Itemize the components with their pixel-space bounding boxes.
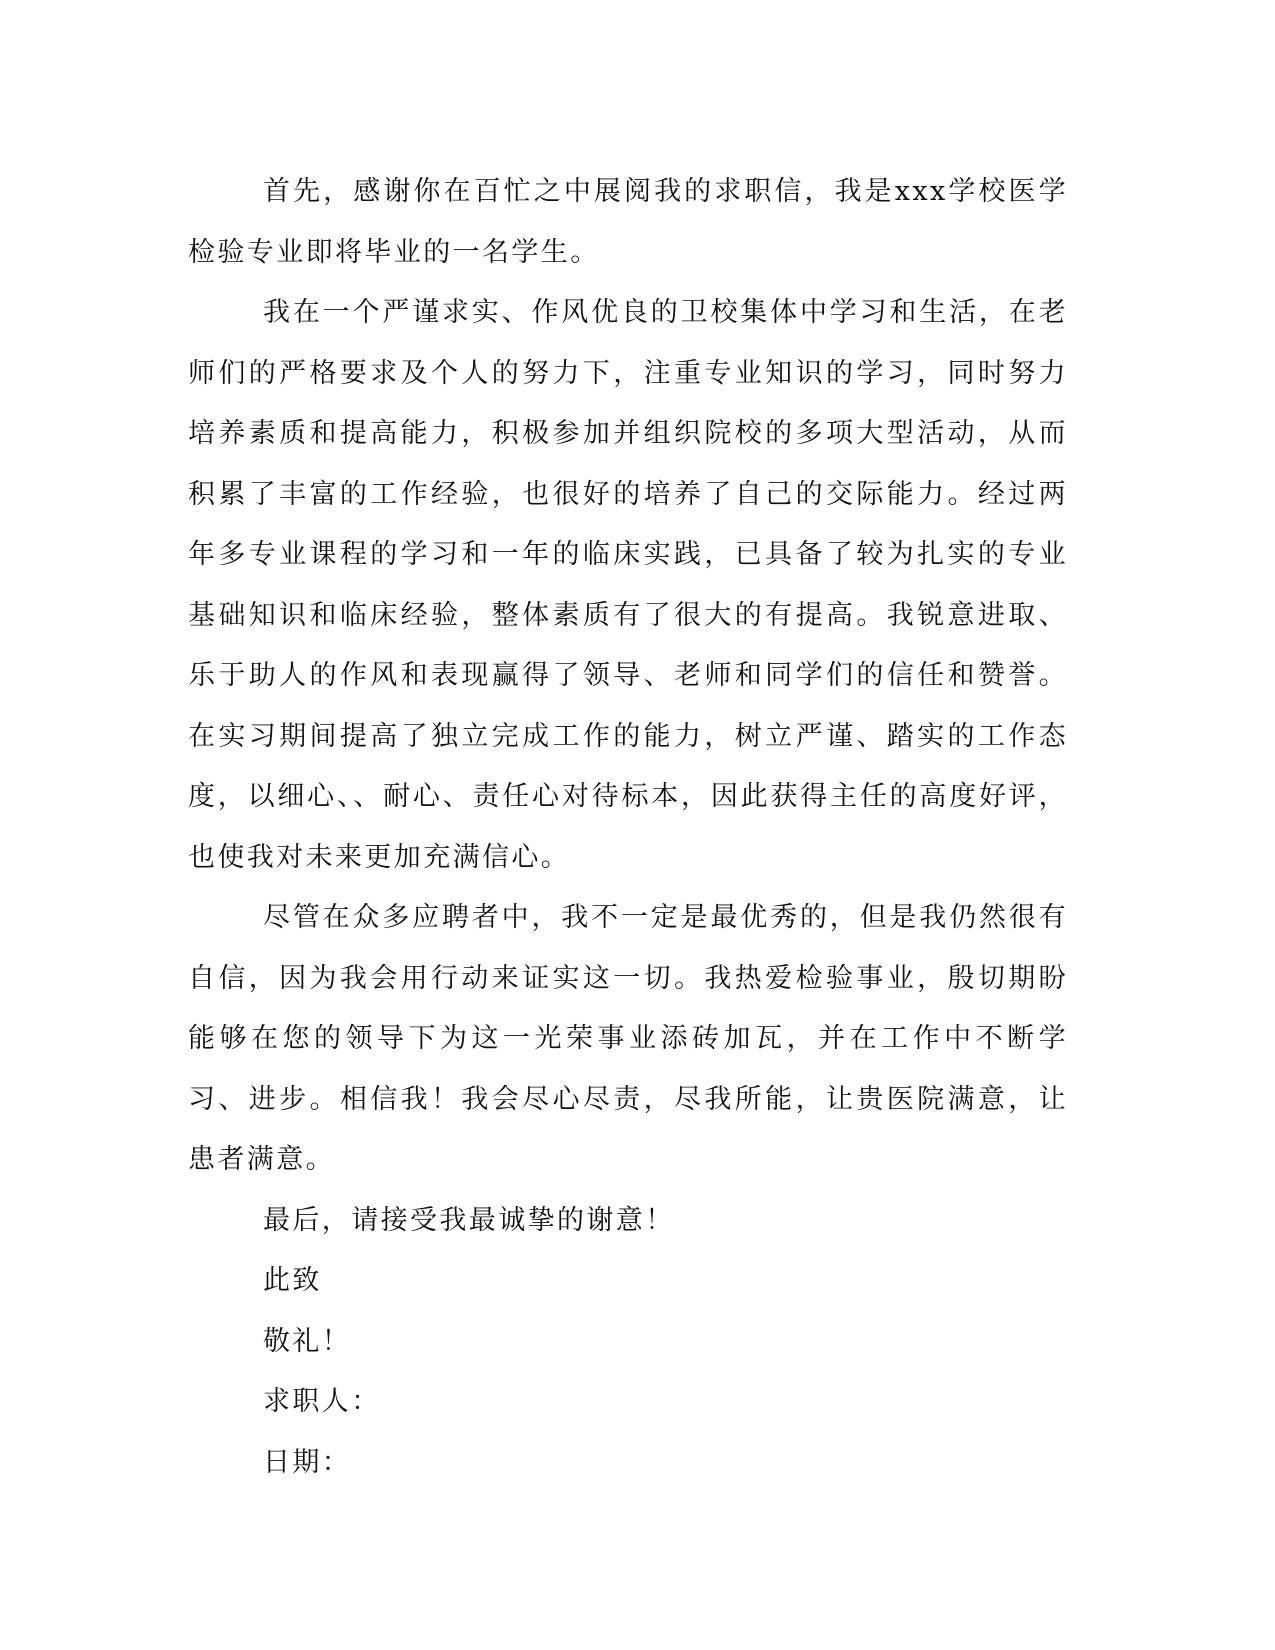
closing-salutation: 此致 [263, 1265, 322, 1296]
experience-paragraph: 我在一个严谨求实、作风优良的卫校集体中学习和生活，在老师们的严格要求及个人的努力下，注重专业知识的学习，同时努力培养素质和提高能力，积极参加并组织院校的多项大型活动，从而积累了丰富的工作经验，也很好的培养了自己的交际能力。经过两年多专业课程的学习和一年的临床实践，已具备了较为扎实的专业基础知识和临床经验，整体素质有了很大的有提高。我锐意进取、乐于助人的作风和表现赢得了领导、老师和同学们的信任和赞誉。在实习期间提高了独立完成工作的能力，树立严谨、踏实的工作态度，以细心、、耐心、责任心对待标本，因此获得主任的高度好评，也使我对未来更加充满信心。 [188, 297, 1068, 873]
closing-regards: 敬礼！ [263, 1325, 352, 1357]
thanks-paragraph: 最后，请接受我最诚挚的谢意！ [263, 1204, 675, 1236]
intro-paragraph: 首先，感谢你在百忙之中展阅我的求职信，我是xxx学校医学检验专业即将毕业的一名学生。 [188, 176, 1068, 268]
cover-letter-body [188, 162, 1068, 1493]
applicant-label: 求职人： [263, 1386, 381, 1417]
date-label: 日期： [263, 1446, 352, 1478]
confidence-paragraph: 尽管在众多应聘者中，我不一定是最优秀的，但是我仍然很有自信，因为我会用行动来证实这一切。我热爱检验事业，殷切期盼能够在您的领导下为这一光荣事业添砖加瓦，并在工作中不断学习、进步。相信我！我会尽心尽责，尽我所能，让贵医院满意，让患者满意。 [188, 902, 1068, 1175]
